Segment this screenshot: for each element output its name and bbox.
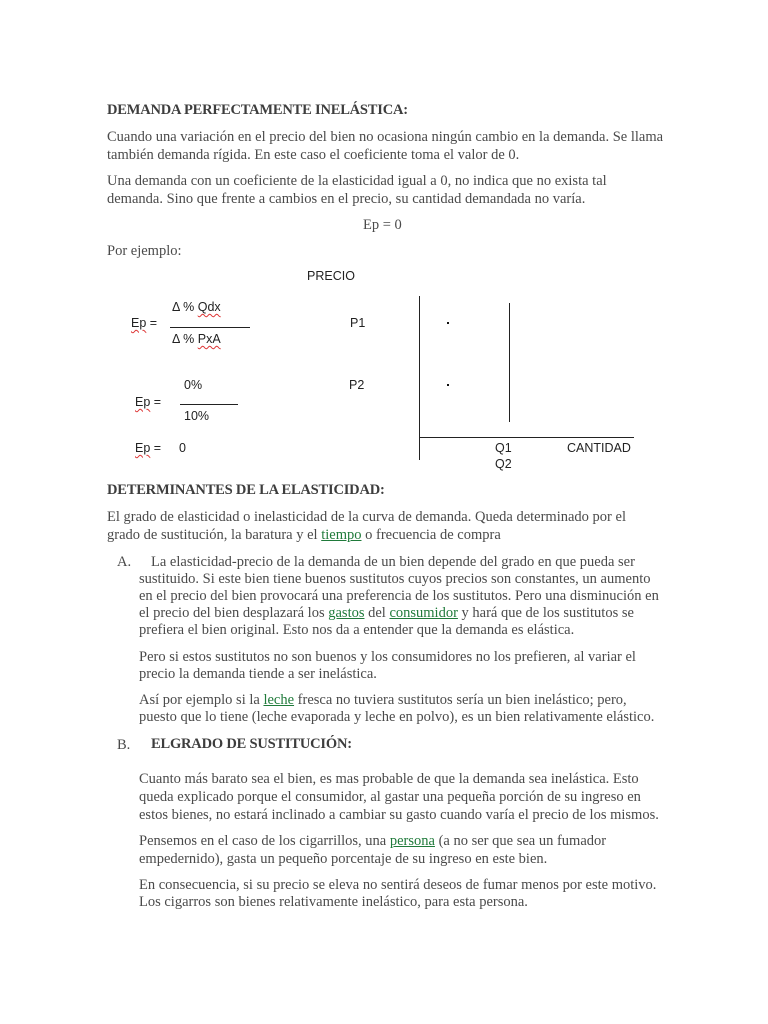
list-marker: A. — [117, 554, 132, 570]
paragraph-line: también demanda rígida. En este caso el coeficiente toma el valor de 0. — [107, 147, 520, 163]
quantity-label-q1: Q1 — [495, 441, 512, 455]
paragraph-line: puesto que lo tiene (leche evaporada y leche en polvo), es un bien relativamente elástico. — [139, 709, 655, 725]
paragraph-line: Cuanto más barato sea el bien, es mas probable de que la demanda sea inelástica. Esto — [139, 771, 639, 787]
fraction-denominator: 10% — [184, 409, 210, 423]
link-tiempo[interactable]: tiempo — [321, 527, 362, 543]
paragraph-line: estos bienes, no estará inclinado a cambiar su gasto cuando varía el precio de los mismos. — [139, 807, 659, 823]
paragraph-line: sustituido. Si este bien tiene buenos sustitutos cuyos precios son constantes, un aumento — [139, 571, 651, 587]
result-value: 0 — [179, 441, 186, 455]
price-point-p1 — [447, 322, 449, 324]
cantidad-axis-label: CANTIDAD — [567, 441, 631, 455]
paragraph-line: Así por ejemplo si la leche fresca no tuviera sustitutos sería un bien inelástico; pero, — [139, 692, 627, 708]
paragraph-line: queda explicado porque el consumidor, al gastar una pequeña porción de su ingreso en — [139, 789, 641, 805]
fraction-denominator: Δ % PxA — [172, 332, 221, 346]
paragraph-line: El grado de elasticidad o inelasticidad de la curva de demanda. Queda determinado por el — [107, 509, 626, 525]
paragraph-line: en el precio del bien provocará una preferencia de los sustitutos. Pero una disminución en — [139, 588, 659, 604]
x-axis — [419, 437, 634, 438]
paragraph-line: demanda. Sino que frente a cambios en el precio, su cantidad demandada no varía. — [107, 191, 586, 207]
price-label-p2: P2 — [349, 378, 365, 392]
y-axis — [419, 296, 420, 460]
section-heading: DEMANDA PERFECTAMENTE INELÁSTICA: — [107, 102, 408, 118]
paragraph-line: prefiera el bien original. Esto nos da a entender que la demanda es elástica. — [139, 622, 575, 638]
list-marker: B. — [117, 737, 131, 753]
paragraph-line: La elasticidad-precio de la demanda de un bien depende del grado en que pueda ser — [151, 554, 635, 570]
example-label: Por ejemplo: — [107, 243, 182, 259]
ep-label: Ep = — [135, 441, 162, 455]
precio-axis-label: PRECIO — [307, 269, 355, 283]
link-leche[interactable]: leche — [263, 692, 295, 708]
fraction-numerator: Δ % Qdx — [172, 300, 221, 314]
paragraph-line: Cuando una variación en el precio del bien no ocasiona ningún cambio en la demanda. Se llama — [107, 129, 664, 145]
paragraph-line: precio la demanda tiende a ser inelástica. — [139, 666, 377, 682]
link-persona[interactable]: persona — [389, 833, 435, 849]
quantity-label-q2: Q2 — [495, 457, 512, 471]
subsection-heading: ELGRADO DE SUSTITUCIÓN: — [151, 736, 352, 752]
price-point-p2 — [447, 384, 449, 386]
fraction-bar — [170, 327, 250, 328]
paragraph-line: Una demanda con un coeficiente de la elasticidad igual a 0, no indica que no exista tal — [107, 173, 607, 189]
fraction-numerator: 0% — [184, 378, 203, 392]
section-heading: DETERMINANTES DE LA ELASTICIDAD: — [107, 482, 385, 498]
ep-label: Ep = — [135, 395, 162, 409]
paragraph-line: Pero si estos sustitutos no son buenos y los consumidores no los prefieren, al variar el — [139, 649, 636, 665]
fraction-bar — [180, 404, 238, 405]
ep-label: Ep = — [131, 316, 158, 330]
paragraph-line: Pensemos en el caso de los cigarrillos, una persona (a no ser que sea un fumador — [139, 833, 607, 849]
paragraph-line: grado de sustitución, la baratura y el tiempo o frecuencia de compra — [107, 527, 501, 543]
price-label-p1: P1 — [350, 316, 366, 330]
paragraph-line: empedernido), gasta un pequeño porcentaje de su ingreso en este bien. — [139, 851, 548, 867]
link-consumidor[interactable]: consumidor — [389, 605, 458, 621]
paragraph-line: Los cigarros son bienes relativamente inelástico, para esta persona. — [139, 894, 528, 910]
formula: Ep = 0 — [363, 217, 402, 233]
demand-curve — [509, 303, 510, 422]
link-gastos[interactable]: gastos — [328, 605, 365, 621]
paragraph-line: En consecuencia, si su precio se eleva no sentirá deseos de fumar menos por este motivo. — [139, 877, 657, 893]
paragraph-line: el precio del bien desplazará los gastos del consumidor y hará que de los sustitutos se — [139, 605, 634, 621]
